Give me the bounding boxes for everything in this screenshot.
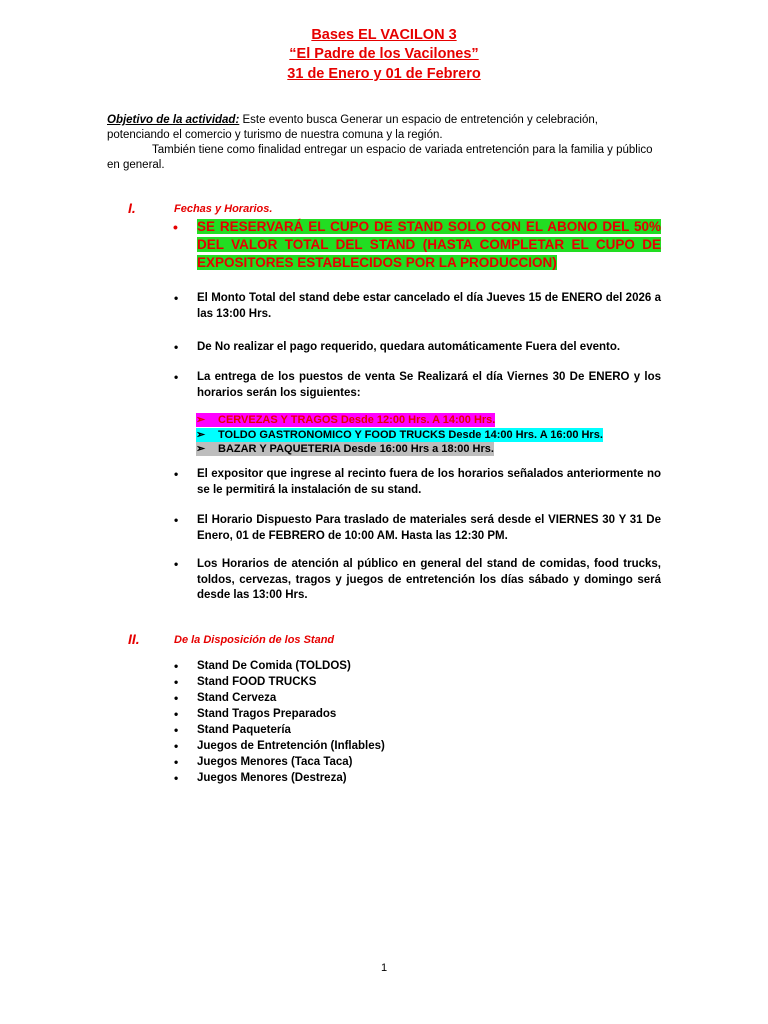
bullet-marker: •: [174, 340, 179, 354]
intro-paragraph-2: [107, 143, 663, 173]
schedule-item-food: ➢ TOLDO GASTRONOMICO Y FOOD TRUCKS Desde 14:00 Hrs. A 16:00 Hrs.: [196, 429, 603, 441]
schedule-item-bazaar: ➢ BAZAR Y PAQUETERIA Desde 16:00 Hrs a 18:00 Hrs.: [196, 443, 494, 455]
intro-label: Objetivo de la actividad:: [107, 114, 240, 126]
doc-title: Bases EL VACILON 3: [311, 27, 457, 43]
bullet-marker: •: [174, 557, 179, 571]
list-item: Stand Tragos Preparados: [197, 708, 337, 720]
bullet-marker: •: [174, 723, 179, 737]
schedule-item-beer: ➢ CERVEZAS Y TRAGOS Desde 12:00 Hrs. A 14:00 Hrs.: [196, 414, 496, 426]
bullet-marker: •: [174, 513, 179, 527]
list-item: Juegos Menores (Destreza): [197, 772, 347, 784]
list-item: Stand FOOD TRUCKS: [197, 676, 317, 688]
bullet-marker: •: [174, 755, 179, 769]
bullet-marker: •: [174, 675, 179, 689]
bullet-marker: •: [173, 219, 178, 235]
public-hours-text: Los Horarios de atención al público en general del stand de comidas, food trucks, toldos, cervezas, tragos y juegos de entretención los días sábado y domingo será desde las 13:00 Hrs.: [197, 558, 661, 601]
intro-text: Este evento busca Generar un espacio de entretención y celebración, potenciando el comercio y turismo de nuestra comuna y la región.: [107, 114, 598, 141]
materials-schedule-text: El Horario Dispuesto Para traslado de materiales será desde el VIERNES 30 Y 31 De Enero, 01 de FEBRERO de 10:00 AM. Hasta las 12:30 PM.: [197, 514, 661, 542]
doc-subtitle: “El Padre de los Vacilones”: [289, 46, 479, 62]
section-2-title: De la Disposición de los Stand: [174, 634, 335, 646]
intro-text-2: También tiene como finalidad entregar un espacio de variada entretención para la familia y público en general.: [107, 144, 653, 171]
bullet-marker: •: [174, 467, 179, 481]
page-number: 1: [380, 962, 388, 974]
section-2-number: II.: [128, 631, 140, 647]
arrow-icon: ➢: [196, 429, 206, 441]
reservation-notice-text: SE RESERVARÁ EL CUPO DE STAND SOLO CON EL ABONO DEL 50% DEL VALOR TOTAL DEL STAND (HASTA COMPLETAR EL CUPO DE EXPOSITORES ESTABLECIDOS POR LA PRODUCCION): [197, 219, 661, 270]
list-item: Stand Paquetería: [197, 724, 291, 736]
bullet-marker: •: [174, 691, 179, 705]
section-1-number: I.: [128, 200, 136, 216]
late-exhibitor-text: El expositor que ingrese al recinto fuera de los horarios señalados anteriormente no se le permitirá la instalación de su stand.: [197, 468, 661, 496]
list-item: Juegos de Entretención (Inflables): [197, 740, 385, 752]
list-item: Stand De Comida (TOLDOS): [197, 660, 351, 672]
bullet-marker: •: [174, 739, 179, 753]
payment-deadline-text: El Monto Total del stand debe estar cancelado el día Jueves 15 de ENERO del 2026 a las 13:00 Hrs.: [197, 292, 661, 320]
reservation-notice: [197, 218, 661, 272]
payment-warning-text: De No realizar el pago requerido, quedara automáticamente Fuera del evento.: [197, 341, 621, 353]
bullet-marker: •: [174, 291, 179, 305]
arrow-icon: ➢: [196, 443, 206, 455]
section-1-title: Fechas y Horarios.: [174, 203, 273, 215]
bullet-marker: •: [174, 370, 179, 384]
intro-paragraph: [107, 113, 663, 143]
doc-dates: 31 de Enero y 01 de Febrero: [287, 66, 481, 82]
delivery-text: La entrega de los puestos de venta Se Realizará el día Viernes 30 De ENERO y los horarios serán los siguientes:: [197, 371, 661, 399]
arrow-icon: ➢: [196, 414, 206, 426]
bullet-marker: •: [174, 707, 179, 721]
list-item: Juegos Menores (Taca Taca): [197, 756, 353, 768]
list-item: Stand Cerveza: [197, 692, 277, 704]
bullet-marker: •: [174, 659, 179, 673]
bullet-marker: •: [174, 771, 179, 785]
